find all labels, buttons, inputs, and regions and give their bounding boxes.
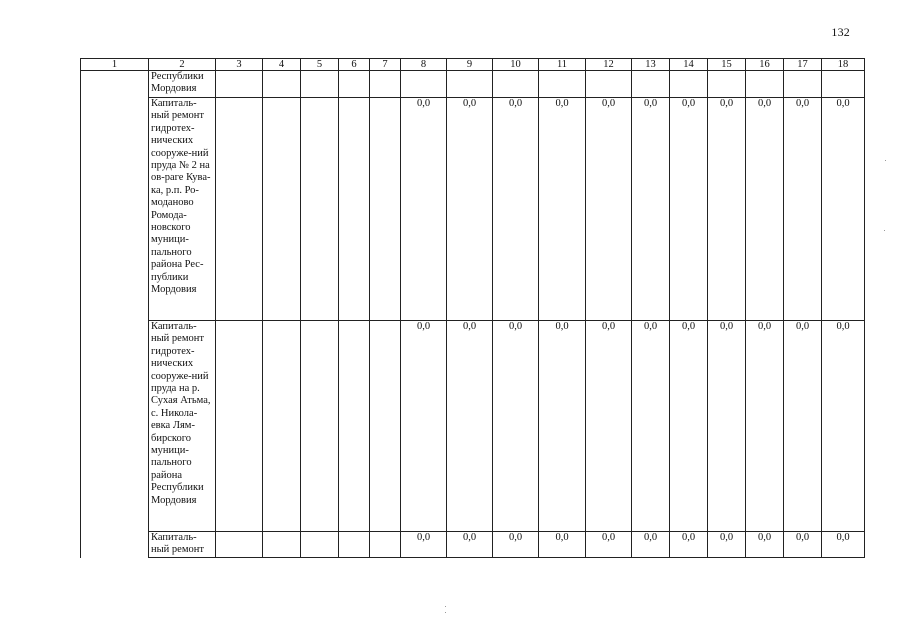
empty-cell [301, 71, 339, 98]
empty-cell [216, 71, 263, 98]
empty-cell [301, 98, 339, 321]
value-cell: 0,0 [708, 321, 746, 532]
empty-cell [216, 321, 263, 532]
empty-cell [370, 71, 401, 98]
value-cell: 0,0 [784, 321, 822, 532]
row-description: Республики Мордовия [149, 71, 216, 98]
empty-cell [216, 532, 263, 558]
column-header: 17 [784, 59, 822, 71]
empty-cell [263, 98, 301, 321]
header-row [81, 59, 865, 71]
value-cell: 0,0 [746, 321, 784, 532]
scan-speck [445, 612, 446, 613]
value-cell: 0,0 [632, 321, 670, 532]
value-cell: 0,0 [447, 98, 493, 321]
value-cell: 0,0 [746, 532, 784, 558]
scan-speck [445, 606, 446, 607]
empty-cell [263, 321, 301, 532]
column-header: 18 [822, 59, 865, 71]
value-cell [447, 71, 493, 98]
value-cell [632, 71, 670, 98]
column-header: 2 [149, 59, 216, 71]
column-header: 6 [339, 59, 370, 71]
row-description: Капиталь-ный ремонт гидротех-нических сооруже-ний пруда на р. Сухая Атьма, с. Никола-евка Лям-бирского муници-пального района Республики Мордовия [149, 321, 216, 532]
page-number: 132 [831, 25, 850, 39]
empty-cell [370, 98, 401, 321]
column-header: 13 [632, 59, 670, 71]
value-cell: 0,0 [586, 98, 632, 321]
row-description: Капиталь-ный ремонт гидротех-нических сооруже-ний пруда № 2 на ов-раге Кува-ка, р.п. Ро-моданово Ромода-новского муници-пального района Рес-публики Мордовия [149, 98, 216, 321]
column-header: 5 [301, 59, 339, 71]
column-header: 11 [539, 59, 586, 71]
value-cell: 0,0 [539, 321, 586, 532]
value-cell: 0,0 [539, 98, 586, 321]
scan-speck [885, 160, 886, 161]
merged-cell-col1 [81, 71, 149, 558]
value-cell: 0,0 [784, 98, 822, 321]
empty-cell [339, 532, 370, 558]
value-cell: 0,0 [708, 98, 746, 321]
table-row [81, 321, 865, 532]
value-cell: 0,0 [586, 532, 632, 558]
column-header: 16 [746, 59, 784, 71]
value-cell: 0,0 [401, 98, 447, 321]
empty-cell [339, 321, 370, 532]
value-cell [708, 71, 746, 98]
empty-cell [216, 98, 263, 321]
column-header: 10 [493, 59, 539, 71]
value-cell [784, 71, 822, 98]
value-cell [401, 71, 447, 98]
empty-cell [339, 98, 370, 321]
value-cell: 0,0 [539, 532, 586, 558]
value-cell: 0,0 [401, 321, 447, 532]
column-header: 3 [216, 59, 263, 71]
scan-speck [884, 230, 885, 231]
value-cell [822, 71, 865, 98]
column-header: 9 [447, 59, 493, 71]
empty-cell [301, 321, 339, 532]
data-table [80, 58, 865, 558]
column-header: 4 [263, 59, 301, 71]
table-row [81, 98, 865, 321]
value-cell: 0,0 [401, 532, 447, 558]
empty-cell [263, 71, 301, 98]
value-cell: 0,0 [670, 532, 708, 558]
column-header: 15 [708, 59, 746, 71]
column-header: 1 [81, 59, 149, 71]
value-cell [493, 71, 539, 98]
value-cell: 0,0 [493, 321, 539, 532]
value-cell: 0,0 [822, 532, 865, 558]
value-cell: 0,0 [784, 532, 822, 558]
value-cell: 0,0 [822, 321, 865, 532]
value-cell: 0,0 [670, 98, 708, 321]
column-header: 12 [586, 59, 632, 71]
value-cell: 0,0 [670, 321, 708, 532]
table-row [81, 71, 865, 98]
value-cell [670, 71, 708, 98]
value-cell: 0,0 [447, 321, 493, 532]
value-cell: 0,0 [447, 532, 493, 558]
value-cell: 0,0 [746, 98, 784, 321]
column-header: 8 [401, 59, 447, 71]
column-header: 7 [370, 59, 401, 71]
empty-cell [301, 532, 339, 558]
empty-cell [370, 532, 401, 558]
value-cell [539, 71, 586, 98]
value-cell [746, 71, 784, 98]
row-description: Капиталь-ный ремонт [149, 532, 216, 558]
empty-cell [263, 532, 301, 558]
empty-cell [370, 321, 401, 532]
value-cell: 0,0 [632, 532, 670, 558]
value-cell: 0,0 [493, 532, 539, 558]
value-cell: 0,0 [632, 98, 670, 321]
empty-cell [339, 71, 370, 98]
value-cell: 0,0 [586, 321, 632, 532]
table-row [81, 532, 865, 558]
value-cell: 0,0 [822, 98, 865, 321]
value-cell: 0,0 [493, 98, 539, 321]
column-header: 14 [670, 59, 708, 71]
value-cell: 0,0 [708, 532, 746, 558]
value-cell [586, 71, 632, 98]
